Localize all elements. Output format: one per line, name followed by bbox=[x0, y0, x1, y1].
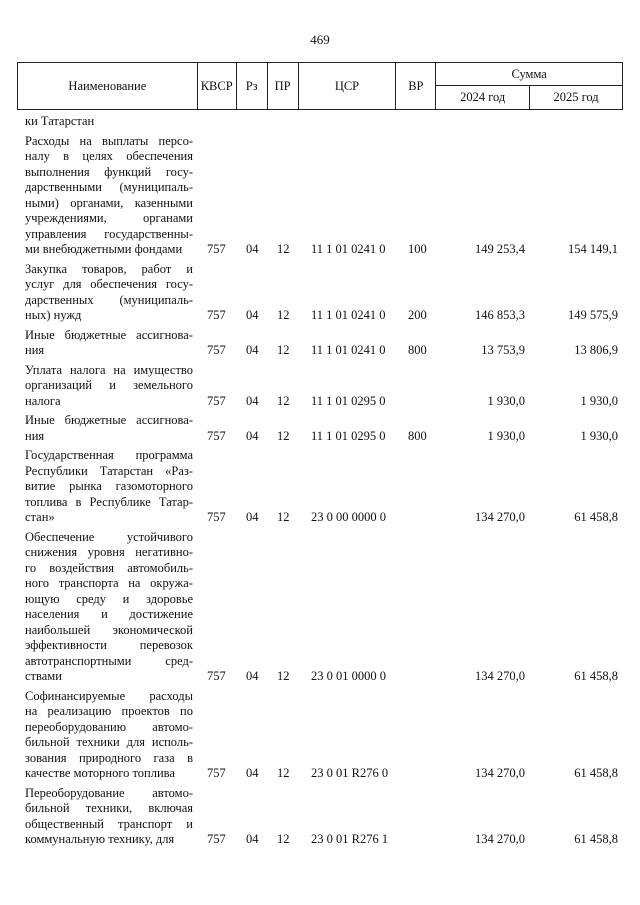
header-csr: ЦСР bbox=[298, 63, 396, 110]
row-name-line: ствами bbox=[25, 669, 62, 683]
row-rz: 04 bbox=[246, 428, 259, 443]
row-name bbox=[25, 262, 193, 324]
row-name bbox=[25, 448, 193, 526]
row-name bbox=[25, 530, 193, 685]
row-sum-2025: 149 575,9 bbox=[568, 308, 618, 322]
row-name-line: общественный транспорт и bbox=[25, 816, 193, 831]
row-sum-2024: 1 930,0 bbox=[487, 428, 525, 443]
row-pr: 12 bbox=[277, 510, 290, 524]
row-vr: 800 bbox=[408, 428, 427, 443]
row-sum-2024: 1 930,0 bbox=[487, 393, 525, 408]
header-vr: ВР bbox=[396, 63, 436, 110]
row-name-line: на реализацию проектов по bbox=[25, 704, 193, 718]
header-year-2024: 2024 год bbox=[436, 86, 530, 110]
row-sum-2025: 61 458,8 bbox=[574, 766, 618, 780]
row-pr: 12 bbox=[277, 832, 290, 846]
row-pr: 12 bbox=[277, 393, 290, 408]
row-vr: 800 bbox=[408, 343, 427, 357]
row-name-line: Иные бюджетные ассигнова- bbox=[25, 413, 193, 427]
table-row bbox=[0, 786, 640, 848]
row-sum-2025: 1 930,0 bbox=[580, 393, 618, 408]
row-csr: 23 0 01 R276 0 bbox=[311, 766, 389, 780]
row-name-line: витие рынка газомоторного bbox=[25, 479, 193, 493]
row-sum-2024: 134 270,0 bbox=[475, 766, 525, 780]
row-sum-2025: 154 149,1 bbox=[568, 242, 618, 256]
row-name-line: услуг для обеспечения госу- bbox=[25, 277, 193, 291]
row-name-line: учреждениями, органами bbox=[25, 211, 193, 225]
row-name-line: управления государственны- bbox=[25, 226, 193, 241]
row-name bbox=[25, 786, 193, 848]
row-name-line: дарственными (муниципаль- bbox=[25, 180, 193, 194]
row-name-line: бильной техники для исполь- bbox=[25, 735, 193, 749]
row-name-line: го воздействия автомобиль- bbox=[25, 560, 193, 575]
row-kvsr: 757 bbox=[207, 343, 226, 357]
row-pr: 12 bbox=[277, 669, 290, 683]
row-name-line: налога bbox=[25, 393, 61, 408]
row-csr: 11 1 01 0241 0 bbox=[311, 343, 386, 357]
row-csr: 23 0 01 R276 1 bbox=[311, 832, 389, 846]
row-sum-2024: 146 853,3 bbox=[475, 308, 525, 322]
row-csr: 11 1 01 0241 0 bbox=[311, 308, 386, 322]
table-row bbox=[0, 448, 640, 526]
row-kvsr: 757 bbox=[207, 766, 226, 780]
row-name-line: Республики Татарстан «Раз- bbox=[25, 463, 193, 478]
row-name-line: налу в целях обеспечения bbox=[25, 149, 193, 163]
row-name-line: ки Татарстан bbox=[25, 114, 95, 128]
row-rz: 04 bbox=[246, 308, 259, 322]
row-name-line: снижения уровня негативно- bbox=[25, 545, 193, 559]
row-csr: 11 1 01 0295 0 bbox=[311, 428, 386, 443]
row-name-line: выполнения функций госу- bbox=[25, 164, 193, 179]
row-name-line: ными) органами, казенными bbox=[25, 195, 193, 210]
row-name bbox=[25, 413, 193, 444]
row-sum-2024: 149 253,4 bbox=[475, 242, 525, 256]
row-name bbox=[25, 328, 193, 359]
row-name-line: населения и достижение bbox=[25, 607, 193, 621]
row-rz: 04 bbox=[246, 242, 259, 256]
row-sum-2025: 1 930,0 bbox=[580, 428, 618, 443]
row-name bbox=[25, 363, 193, 410]
row-rz: 04 bbox=[246, 393, 259, 408]
row-name-line: ющую среду и здоровье bbox=[25, 591, 193, 606]
row-pr: 12 bbox=[277, 428, 290, 443]
header-sum: Сумма bbox=[436, 63, 623, 86]
row-name-line: качестве моторного топлива bbox=[25, 766, 175, 780]
row-csr: 11 1 01 0295 0 bbox=[311, 393, 386, 408]
table-row bbox=[0, 363, 640, 410]
row-sum-2025: 61 458,8 bbox=[574, 669, 618, 683]
row-name-line: наибольшей экономической bbox=[25, 622, 193, 637]
row-kvsr: 757 bbox=[207, 669, 226, 683]
row-name-line: переоборудованию автомо- bbox=[25, 719, 193, 734]
table-row bbox=[0, 114, 640, 130]
table-row bbox=[0, 134, 640, 258]
row-name-line: топлива в Республике Татар- bbox=[25, 494, 193, 509]
row-name-line: Закупка товаров, работ и bbox=[25, 261, 193, 276]
row-csr: 11 1 01 0241 0 bbox=[311, 242, 386, 256]
row-csr: 23 0 01 0000 0 bbox=[311, 669, 386, 683]
row-name bbox=[25, 114, 193, 130]
row-name-line: стан» bbox=[25, 510, 55, 524]
row-name-line: ния bbox=[25, 428, 45, 443]
row-sum-2025: 61 458,8 bbox=[574, 832, 618, 846]
row-name-line: бильной техники, включая bbox=[25, 801, 193, 815]
row-name-line: Переоборудование автомо- bbox=[25, 785, 193, 800]
page-number: 469 bbox=[310, 32, 330, 47]
row-name-line: Уплата налога на имущество bbox=[25, 362, 193, 377]
row-name bbox=[25, 134, 193, 258]
row-kvsr: 757 bbox=[207, 308, 226, 322]
row-sum-2025: 13 806,9 bbox=[574, 343, 618, 357]
row-name-line: Софинансируемые расходы bbox=[25, 688, 193, 703]
row-name-line: эффективности перевозок bbox=[25, 638, 193, 652]
row-rz: 04 bbox=[246, 832, 259, 846]
table-row bbox=[0, 413, 640, 444]
row-name-line: ния bbox=[25, 343, 45, 357]
row-name-line: ми внебюджетными фондами bbox=[25, 242, 183, 256]
row-vr: 200 bbox=[408, 308, 427, 322]
table-row bbox=[0, 689, 640, 782]
header-year-2025: 2025 год bbox=[530, 86, 623, 110]
row-name-line: Обеспечение устойчивого bbox=[25, 529, 193, 544]
row-pr: 12 bbox=[277, 766, 290, 780]
row-name-line: дарственных (муниципаль- bbox=[25, 292, 193, 307]
row-name-line: Иные бюджетные ассигнова- bbox=[25, 327, 193, 342]
row-sum-2024: 134 270,0 bbox=[475, 669, 525, 683]
row-rz: 04 bbox=[246, 669, 259, 683]
row-sum-2024: 134 270,0 bbox=[475, 832, 525, 846]
row-kvsr: 757 bbox=[207, 428, 226, 443]
header-name: Наименование bbox=[18, 63, 198, 110]
table-body bbox=[0, 110, 640, 848]
row-csr: 23 0 00 0000 0 bbox=[311, 510, 386, 524]
row-rz: 04 bbox=[246, 343, 259, 357]
row-name-line: ных) нужд bbox=[25, 308, 82, 322]
row-kvsr: 757 bbox=[207, 393, 226, 408]
row-kvsr: 757 bbox=[207, 832, 226, 846]
row-name-line: организаций и земельного bbox=[25, 378, 193, 392]
row-rz: 04 bbox=[246, 510, 259, 524]
row-sum-2024: 134 270,0 bbox=[475, 510, 525, 524]
row-name-line: автотранспортными сред- bbox=[25, 653, 193, 668]
table-row bbox=[0, 262, 640, 324]
table-header bbox=[17, 62, 623, 110]
header-pr: ПР bbox=[267, 63, 298, 110]
table-row bbox=[0, 530, 640, 685]
table-row bbox=[0, 328, 640, 359]
row-kvsr: 757 bbox=[207, 242, 226, 256]
row-vr: 100 bbox=[408, 242, 427, 256]
row-name-line: ного транспорта на окружа- bbox=[25, 576, 193, 590]
row-name-line: зования природного газа в bbox=[25, 750, 193, 765]
row-name-line: Государственная программа bbox=[25, 448, 193, 462]
row-pr: 12 bbox=[277, 242, 290, 256]
row-pr: 12 bbox=[277, 343, 290, 357]
header-kvsr: КВСР bbox=[197, 63, 236, 110]
row-name-line: коммунальную технику, для bbox=[25, 832, 175, 846]
row-name bbox=[25, 689, 193, 782]
row-sum-2024: 13 753,9 bbox=[481, 343, 525, 357]
row-sum-2025: 61 458,8 bbox=[574, 510, 618, 524]
row-name-line: Расходы на выплаты персо- bbox=[25, 133, 193, 148]
row-rz: 04 bbox=[246, 766, 259, 780]
row-pr: 12 bbox=[277, 308, 290, 322]
row-kvsr: 757 bbox=[207, 510, 226, 524]
header-rz: Рз bbox=[236, 63, 267, 110]
